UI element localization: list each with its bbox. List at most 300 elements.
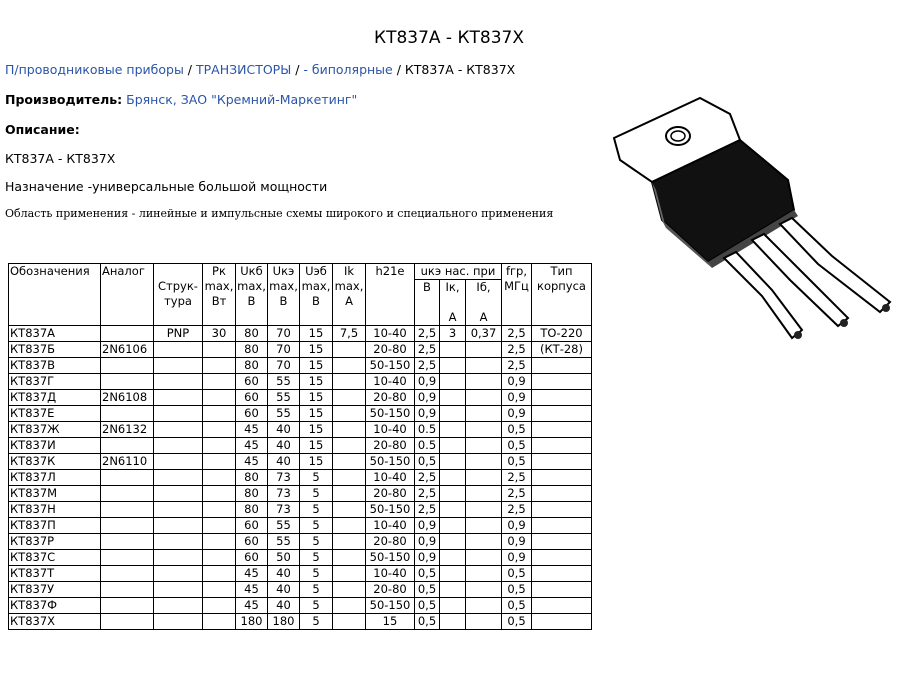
cell-fgr: 0,9 (502, 534, 532, 550)
breadcrumb-separator: / (291, 62, 304, 77)
cell-name: КТ837У (9, 582, 101, 598)
cell-ik (333, 566, 366, 582)
cell-ib-a: 0,37 (466, 326, 502, 342)
cell-ib-a (466, 598, 502, 614)
cell-uke: 55 (268, 374, 300, 390)
description-heading: Описание: (5, 122, 80, 137)
manufacturer-link[interactable]: Брянск, ЗАО "Кремний-Маркетинг" (126, 92, 358, 107)
cell-ik-a (440, 374, 466, 390)
cell-fgr: 0,5 (502, 582, 532, 598)
cell-pk (203, 438, 236, 454)
description-purpose: Назначение -универсальные большой мощности (5, 179, 328, 194)
description-application: Область применения - линейные и импульсные схемы широкого и специального применения (5, 207, 554, 220)
cell-ueb: 5 (300, 582, 333, 598)
cell-pk: 30 (203, 326, 236, 342)
cell-h21e: 20-80 (366, 390, 415, 406)
cell-ik-a (440, 534, 466, 550)
cell-usat: 0,9 (415, 550, 440, 566)
cell-ukb: 60 (236, 518, 268, 534)
table-row (9, 390, 592, 406)
table-row (9, 454, 592, 470)
cell-name: КТ837П (9, 518, 101, 534)
cell-ik (333, 598, 366, 614)
cell-structure (154, 390, 203, 406)
breadcrumb-transistors-link[interactable]: ТРАНЗИСТОРЫ (195, 62, 292, 77)
cell-uke: 70 (268, 342, 300, 358)
cell-analog (101, 518, 154, 534)
cell-case (532, 390, 592, 406)
cell-ik (333, 454, 366, 470)
cell-pk (203, 598, 236, 614)
cell-h21e: 10-40 (366, 566, 415, 582)
specifications-table (8, 263, 592, 630)
cell-ukb: 80 (236, 470, 268, 486)
cell-name: КТ837В (9, 358, 101, 374)
cell-ik-a (440, 422, 466, 438)
cell-ueb: 15 (300, 454, 333, 470)
cell-analog (101, 326, 154, 342)
cell-analog (101, 566, 154, 582)
table-row (9, 342, 592, 358)
cell-case (532, 518, 592, 534)
table-row (9, 502, 592, 518)
cell-pk (203, 374, 236, 390)
cell-ik-a (440, 598, 466, 614)
cell-ib-a (466, 438, 502, 454)
cell-ib-a (466, 422, 502, 438)
cell-analog (101, 470, 154, 486)
transistor-photo-icon (612, 90, 898, 348)
cell-name: КТ837Л (9, 470, 101, 486)
cell-pk (203, 534, 236, 550)
cell-pk (203, 342, 236, 358)
cell-uke: 55 (268, 534, 300, 550)
cell-fgr: 0,5 (502, 598, 532, 614)
table-row (9, 518, 592, 534)
cell-name: КТ837Х (9, 614, 101, 630)
cell-ukb: 80 (236, 342, 268, 358)
cell-ik (333, 518, 366, 534)
cell-structure: PNP (154, 326, 203, 342)
table-row (9, 614, 592, 630)
cell-analog (101, 374, 154, 390)
cell-ueb: 15 (300, 422, 333, 438)
cell-ueb: 15 (300, 406, 333, 422)
cell-ik-a (440, 438, 466, 454)
cell-ik-a: 3 (440, 326, 466, 342)
cell-uke: 180 (268, 614, 300, 630)
cell-name: КТ837А (9, 326, 101, 342)
cell-pk (203, 502, 236, 518)
cell-ukb: 45 (236, 438, 268, 454)
table-row (9, 374, 592, 390)
col-header-ik: Ik max, А (333, 264, 366, 326)
cell-name: КТ837М (9, 486, 101, 502)
cell-structure (154, 358, 203, 374)
cell-case (532, 486, 592, 502)
cell-h21e: 50-150 (366, 406, 415, 422)
cell-name: КТ837Г (9, 374, 101, 390)
cell-uke: 55 (268, 406, 300, 422)
cell-structure (154, 342, 203, 358)
cell-ik (333, 614, 366, 630)
cell-uke: 55 (268, 390, 300, 406)
cell-structure (154, 406, 203, 422)
cell-analog (101, 486, 154, 502)
cell-case (532, 582, 592, 598)
cell-structure (154, 614, 203, 630)
cell-h21e: 10-40 (366, 326, 415, 342)
cell-ueb: 5 (300, 598, 333, 614)
cell-h21e: 50-150 (366, 358, 415, 374)
cell-ukb: 80 (236, 358, 268, 374)
cell-pk (203, 566, 236, 582)
cell-structure (154, 486, 203, 502)
cell-analog: 2N6110 (101, 454, 154, 470)
cell-pk (203, 390, 236, 406)
cell-fgr: 0,5 (502, 454, 532, 470)
cell-h21e: 50-150 (366, 550, 415, 566)
cell-fgr: 0,5 (502, 614, 532, 630)
table-row (9, 550, 592, 566)
cell-ib-a (466, 502, 502, 518)
cell-h21e: 10-40 (366, 422, 415, 438)
cell-uke: 40 (268, 438, 300, 454)
table-row (9, 326, 592, 342)
cell-name: КТ837С (9, 550, 101, 566)
cell-ib-a (466, 470, 502, 486)
cell-case (532, 470, 592, 486)
cell-structure (154, 422, 203, 438)
cell-uke: 55 (268, 518, 300, 534)
cell-h21e: 20-80 (366, 534, 415, 550)
cell-analog (101, 502, 154, 518)
cell-ukb: 60 (236, 550, 268, 566)
cell-ik (333, 374, 366, 390)
table-row (9, 582, 592, 598)
cell-fgr: 0,5 (502, 438, 532, 454)
cell-ib-a (466, 614, 502, 630)
cell-pk (203, 518, 236, 534)
col-header-uke: Uкэ max, В (268, 264, 300, 326)
cell-ik (333, 406, 366, 422)
cell-usat: 0,5 (415, 598, 440, 614)
cell-name: КТ837Б (9, 342, 101, 358)
cell-ik-a (440, 550, 466, 566)
cell-ib-a (466, 358, 502, 374)
cell-ik (333, 438, 366, 454)
cell-h21e: 15 (366, 614, 415, 630)
cell-fgr: 0,9 (502, 518, 532, 534)
cell-name: КТ837Ж (9, 422, 101, 438)
cell-h21e: 20-80 (366, 486, 415, 502)
cell-h21e: 50-150 (366, 454, 415, 470)
col-header-pk: Pк max, Вт (203, 264, 236, 326)
cell-usat: 0,9 (415, 534, 440, 550)
cell-ik (333, 582, 366, 598)
table-row (9, 406, 592, 422)
cell-case (532, 438, 592, 454)
cell-ukb: 60 (236, 534, 268, 550)
cell-structure (154, 518, 203, 534)
col-header-name: Обозначения (9, 264, 101, 326)
cell-ik-a (440, 390, 466, 406)
cell-ik (333, 486, 366, 502)
table-row (9, 438, 592, 454)
cell-ib-a (466, 518, 502, 534)
cell-ib-a (466, 374, 502, 390)
cell-usat: 0,9 (415, 518, 440, 534)
cell-ueb: 15 (300, 358, 333, 374)
table-row (9, 598, 592, 614)
manufacturer-row (5, 92, 357, 107)
cell-usat: 0,5 (415, 614, 440, 630)
cell-usat: 0,9 (415, 374, 440, 390)
cell-ib-a (466, 566, 502, 582)
cell-pk (203, 422, 236, 438)
cell-ukb: 45 (236, 422, 268, 438)
cell-ueb: 15 (300, 342, 333, 358)
cell-fgr: 2,5 (502, 358, 532, 374)
col-header-ik-a: Iк, А (440, 280, 466, 326)
cell-analog (101, 358, 154, 374)
col-header-h21e: h21е (366, 264, 415, 326)
cell-uke: 73 (268, 486, 300, 502)
cell-usat: 2,5 (415, 342, 440, 358)
cell-ib-a (466, 342, 502, 358)
cell-ueb: 5 (300, 486, 333, 502)
cell-ukb: 45 (236, 454, 268, 470)
cell-usat: 0,9 (415, 390, 440, 406)
cell-pk (203, 614, 236, 630)
cell-structure (154, 502, 203, 518)
cell-case: ТО-220 (532, 326, 592, 342)
cell-ib-a (466, 534, 502, 550)
cell-pk (203, 358, 236, 374)
cell-h21e: 50-150 (366, 502, 415, 518)
cell-ueb: 5 (300, 550, 333, 566)
cell-usat: 0,5 (415, 582, 440, 598)
cell-pk (203, 582, 236, 598)
col-header-case: Тип корпуса (532, 264, 592, 326)
cell-ukb: 45 (236, 598, 268, 614)
cell-ik: 7,5 (333, 326, 366, 342)
cell-usat: 0,9 (415, 406, 440, 422)
cell-analog (101, 406, 154, 422)
cell-ib-a (466, 486, 502, 502)
cell-h21e: 10-40 (366, 374, 415, 390)
cell-ik (333, 470, 366, 486)
cell-name: КТ837Д (9, 390, 101, 406)
cell-name: КТ837Т (9, 566, 101, 582)
cell-h21e: 10-40 (366, 470, 415, 486)
cell-case (532, 566, 592, 582)
cell-fgr: 0,5 (502, 422, 532, 438)
col-header-usat-v: В (415, 280, 440, 326)
cell-h21e: 50-150 (366, 598, 415, 614)
cell-case (532, 374, 592, 390)
cell-fgr: 0,9 (502, 390, 532, 406)
cell-fgr: 2,5 (502, 342, 532, 358)
cell-structure (154, 582, 203, 598)
cell-structure (154, 598, 203, 614)
table-row (9, 422, 592, 438)
cell-usat: 0.5 (415, 438, 440, 454)
cell-fgr: 0,9 (502, 374, 532, 390)
col-header-uke-sat: uкэ нас. при (415, 264, 502, 280)
cell-analog (101, 598, 154, 614)
cell-uke: 73 (268, 502, 300, 518)
col-header-fgr: fгр, МГц (502, 264, 532, 326)
cell-h21e: 20-80 (366, 582, 415, 598)
cell-usat: 0.5 (415, 422, 440, 438)
cell-fgr: 0,9 (502, 406, 532, 422)
cell-analog (101, 550, 154, 566)
cell-ueb: 5 (300, 566, 333, 582)
cell-case: (КТ-28) (532, 342, 592, 358)
cell-case (532, 406, 592, 422)
cell-uke: 40 (268, 566, 300, 582)
cell-ueb: 5 (300, 534, 333, 550)
cell-usat: 2,5 (415, 358, 440, 374)
table-row (9, 534, 592, 550)
page-title: КТ837А - КТ837Х (374, 28, 525, 48)
cell-pk (203, 470, 236, 486)
table-header-row (9, 264, 592, 280)
cell-ib-a (466, 406, 502, 422)
cell-ueb: 15 (300, 326, 333, 342)
cell-h21e: 20-80 (366, 342, 415, 358)
cell-ib-a (466, 454, 502, 470)
breadcrumb (5, 62, 515, 77)
cell-uke: 40 (268, 582, 300, 598)
cell-usat: 2,5 (415, 486, 440, 502)
cell-h21e: 20-80 (366, 438, 415, 454)
cell-ik (333, 390, 366, 406)
cell-ukb: 45 (236, 582, 268, 598)
cell-analog (101, 534, 154, 550)
col-header-structure: Струк- тура (154, 264, 203, 326)
cell-uke: 40 (268, 422, 300, 438)
cell-case (532, 534, 592, 550)
cell-pk (203, 550, 236, 566)
cell-uke: 40 (268, 454, 300, 470)
cell-usat: 0,5 (415, 454, 440, 470)
cell-ik-a (440, 486, 466, 502)
breadcrumb-bipolar-link[interactable]: - биполярные (303, 62, 393, 77)
cell-h21e: 10-40 (366, 518, 415, 534)
cell-name: КТ837Р (9, 534, 101, 550)
cell-pk (203, 486, 236, 502)
table-row (9, 486, 592, 502)
cell-ik-a (440, 358, 466, 374)
table-row (9, 358, 592, 374)
cell-case (532, 550, 592, 566)
cell-fgr: 2,5 (502, 486, 532, 502)
col-header-ueb: Uэб max, В (300, 264, 333, 326)
cell-ik-a (440, 470, 466, 486)
cell-ib-a (466, 582, 502, 598)
cell-ukb: 180 (236, 614, 268, 630)
cell-usat: 2,5 (415, 502, 440, 518)
manufacturer-label: Производитель: (5, 92, 123, 107)
cell-ueb: 15 (300, 438, 333, 454)
cell-uke: 40 (268, 598, 300, 614)
cell-ukb: 60 (236, 374, 268, 390)
cell-structure (154, 454, 203, 470)
cell-fgr: 0,5 (502, 566, 532, 582)
cell-structure (154, 550, 203, 566)
cell-name: КТ837Е (9, 406, 101, 422)
cell-ukb: 60 (236, 406, 268, 422)
cell-analog (101, 582, 154, 598)
cell-ik (333, 534, 366, 550)
cell-pk (203, 406, 236, 422)
col-header-analog: Аналог (101, 264, 154, 326)
cell-ik (333, 422, 366, 438)
cell-analog (101, 438, 154, 454)
cell-pk (203, 454, 236, 470)
cell-ukb: 45 (236, 566, 268, 582)
cell-name: КТ837Ф (9, 598, 101, 614)
cell-case (532, 598, 592, 614)
cell-ukb: 60 (236, 390, 268, 406)
cell-ik (333, 342, 366, 358)
cell-ik-a (440, 406, 466, 422)
cell-ik-a (440, 582, 466, 598)
cell-ukb: 80 (236, 326, 268, 342)
breadcrumb-current: КТ837А - КТ837Х (404, 62, 516, 77)
cell-name: КТ837И (9, 438, 101, 454)
cell-fgr: 2,5 (502, 326, 532, 342)
cell-ik-a (440, 518, 466, 534)
cell-fgr: 0,9 (502, 550, 532, 566)
table-row (9, 470, 592, 486)
cell-ib-a (466, 550, 502, 566)
cell-ik (333, 550, 366, 566)
cell-usat: 2,5 (415, 326, 440, 342)
cell-ueb: 15 (300, 390, 333, 406)
description-model-range: КТ837А - КТ837Х (5, 151, 116, 166)
cell-fgr: 2,5 (502, 502, 532, 518)
col-header-ib-a: Iб, А (466, 280, 502, 326)
col-header-ukb: Uкб max, В (236, 264, 268, 326)
cell-structure (154, 374, 203, 390)
cell-ueb: 5 (300, 470, 333, 486)
cell-structure (154, 534, 203, 550)
cell-ik-a (440, 614, 466, 630)
cell-case (532, 502, 592, 518)
cell-ik-a (440, 342, 466, 358)
cell-uke: 70 (268, 326, 300, 342)
breadcrumb-semiconductors-link[interactable]: П/проводниковые приборы (5, 62, 184, 77)
cell-analog (101, 614, 154, 630)
cell-analog: 2N6108 (101, 390, 154, 406)
cell-case (532, 614, 592, 630)
cell-structure (154, 438, 203, 454)
cell-ik (333, 502, 366, 518)
cell-fgr: 2,5 (502, 470, 532, 486)
cell-ik (333, 358, 366, 374)
cell-ik-a (440, 454, 466, 470)
cell-uke: 70 (268, 358, 300, 374)
cell-name: КТ837Н (9, 502, 101, 518)
cell-ueb: 5 (300, 518, 333, 534)
cell-name: КТ837К (9, 454, 101, 470)
cell-ukb: 80 (236, 502, 268, 518)
cell-structure (154, 566, 203, 582)
table-row (9, 566, 592, 582)
